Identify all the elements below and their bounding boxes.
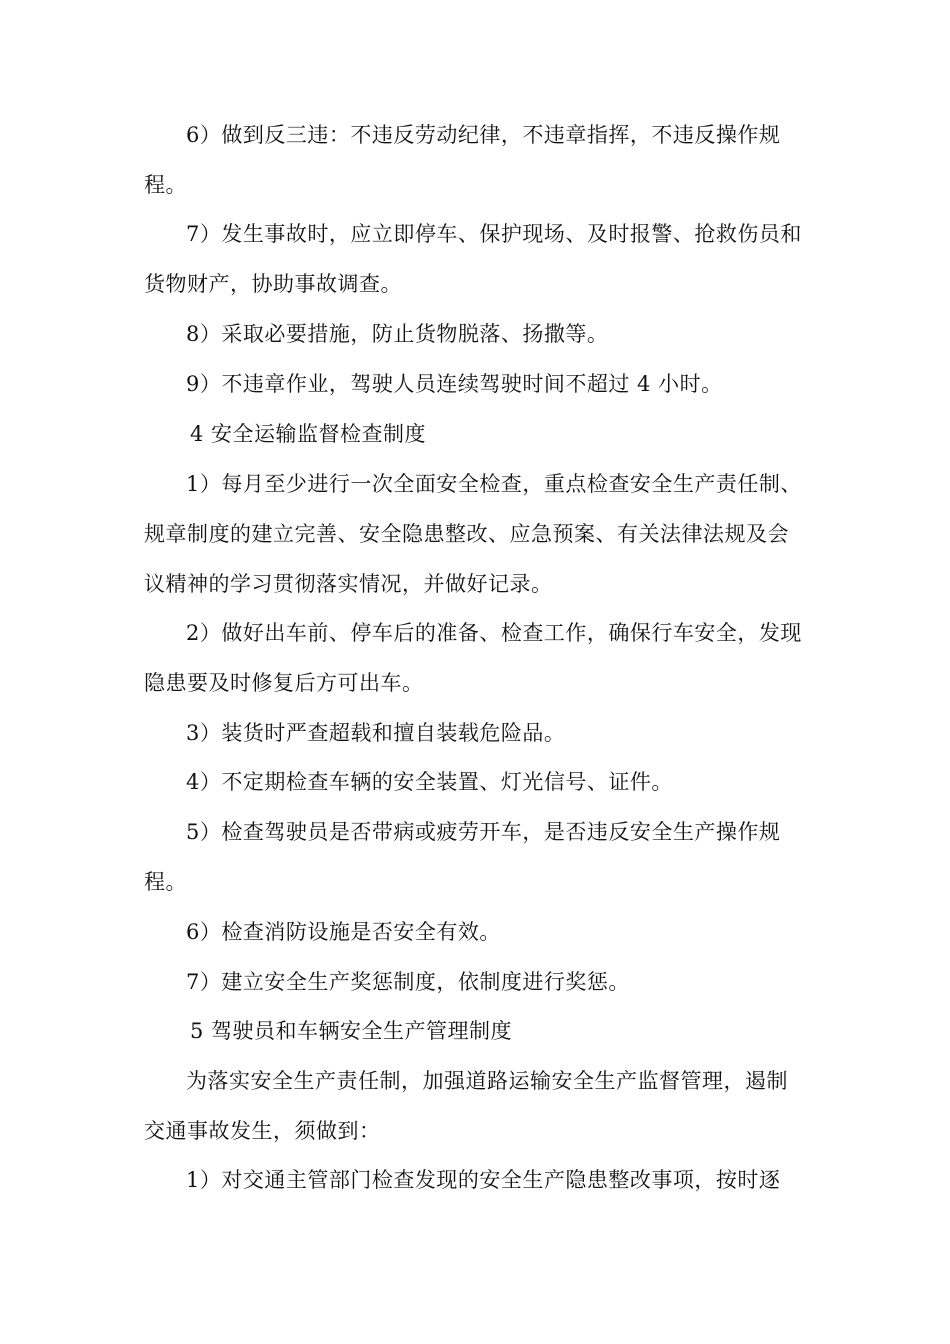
paragraph-check-1: 1）每月至少进行一次全面安全检查，重点检查安全生产责任制、规章制度的建立完善、安全隐患整改、应急预案、有关法律法规及会议精神的学习贯彻落实情况，并做好记录。 [144, 472, 802, 596]
paragraph-rule-6: 6）做到反三违：不违反劳动纪律，不违章指挥，不违反操作规程。 [144, 123, 781, 197]
paragraph-rule-9: 9）不违章作业，驾驶人员连续驾驶时间不超过 4 小时。 [186, 372, 723, 396]
section-heading-4: 4 安全运输监督检查制度 [190, 422, 427, 446]
paragraph-intro: 为落实安全生产责任制，加强道路运输安全生产监督管理，遏制交通事故发生，须做到： [144, 1069, 788, 1143]
paragraph-check-3: 3）装货时严查超载和擅自装载危险品。 [186, 721, 566, 745]
paragraph-driver-1: 1）对交通主管部门检查发现的安全生产隐患整改事项，按时逐 [186, 1168, 781, 1192]
paragraph-rule-7: 7）发生事故时，应立即停车、保护现场、及时报警、抢救伤员和货物财产，协助事故调查。 [144, 222, 802, 296]
paragraph-check-5: 5）检查驾驶员是否带病或疲劳开车，是否违反安全生产操作规程。 [144, 820, 781, 894]
section-heading-5: 5 驾驶员和车辆安全生产管理制度 [190, 1019, 513, 1043]
paragraph-check-7: 7）建立安全生产奖惩制度，依制度进行奖惩。 [186, 970, 630, 994]
paragraph-check-4: 4）不定期检查车辆的安全装置、灯光信号、证件。 [186, 770, 673, 794]
paragraph-check-6: 6）检查消防设施是否安全有效。 [186, 920, 501, 944]
paragraph-rule-8: 8）采取必要措施，防止货物脱落、扬撒等。 [186, 322, 609, 346]
paragraph-check-2: 2）做好出车前、停车后的准备、检查工作，确保行车安全，发现隐患要及时修复后方可出车。 [144, 621, 802, 695]
